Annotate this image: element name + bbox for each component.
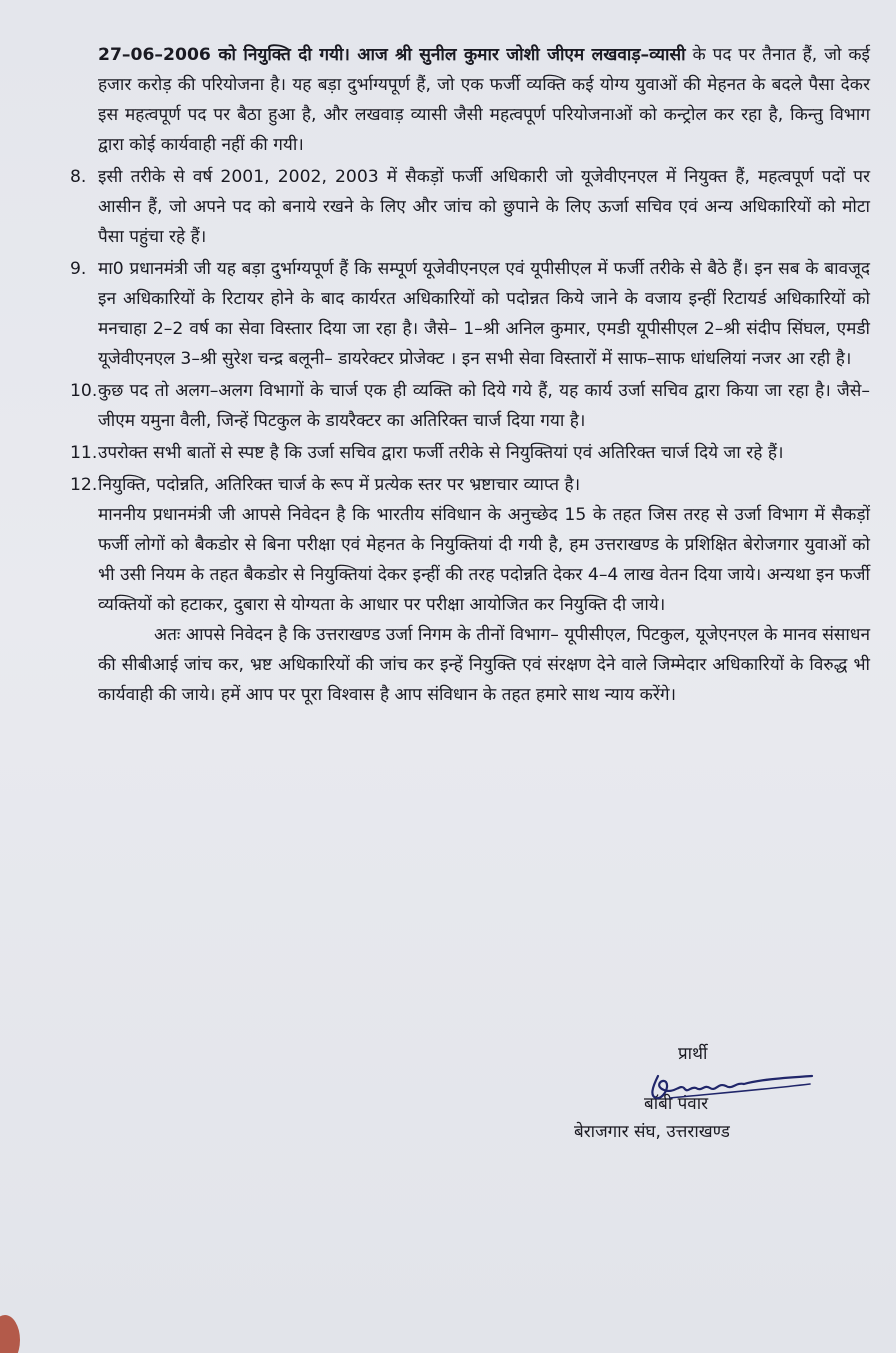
item-number: 11. xyxy=(70,443,98,463)
applicant-name: बॉबी पंवार xyxy=(644,1094,709,1114)
handwritten-signature xyxy=(560,1068,860,1102)
item-text: कुछ पद तो अलग–अलग विभागों के चार्ज एक ही व्यक्ति को दिये गये हैं, यह कार्य उर्जा सचिव द्वारा किया जा रहा है। जैसे–जीएम यमुना वैली, जिन्हें पिटकुल के डायरैक्टर का अतिरिक्त चार्ज दिया गया है। xyxy=(98,381,870,431)
intro-rest-text: के पद पर तैनात हैं, जो कई हजार करोड़ की परियोजना है। यह बड़ा दुर्भाग्यपूर्ण हैं, जो एक फर्जी व्यक्ति कई योग्य युवाओं की मेहनत के बदले पैसा देकर इस महत्वपूर्ण पद पर बैठा हुआ है, और लखवाड़ व्यासी जैसी महत्वपूर्ण परियोजनाओं को कन्ट्रोल कर रहा है, किन्तु विभाग द्वारा कोई कार्यवाही नहीं की गयी। xyxy=(98,45,870,155)
item-number: 12. xyxy=(70,475,98,495)
list-item xyxy=(70,376,870,436)
signature-scribble xyxy=(640,1068,820,1108)
item-number: 9. xyxy=(70,259,87,279)
conclusion-paragraph: अतः आपसे निवेदन है कि उत्तराखण्ड उर्जा निगम के तीनों विभाग– यूपीसीएल, पिटकुल, यूजेएनएल के मानव संसाधन की सीबीआई जांच कर, भ्रष्ट अधिकारियों की जांच कर इन्हें नियुक्ति एवं संरक्षण देने वाले जिम्मेदार अधिकारियों के विरुद्ध भी कार्यवाही की जाये। हमें आप पर पूरा विश्वास है आप संविधान के तहत हमारे साथ न्याय करेंगे। xyxy=(98,625,870,705)
signature-block xyxy=(560,1040,860,1146)
list-item xyxy=(70,254,870,374)
item-text: नियुक्ति, पदोन्नति, अतिरिक्त चार्ज के रूप में प्रत्येक स्तर पर भ्रष्टाचार व्याप्त है। xyxy=(98,475,581,495)
item-number: 10. xyxy=(70,381,98,401)
item-number: 8. xyxy=(70,167,87,187)
item-text: मा0 प्रधानमंत्री जी यह बड़ा दुर्भाग्यपूर्ण हैं कि सम्पूर्ण यूजेवीएनएल एवं यूपीसीएल में फर्जी तरीके से बैठे हैं। इन सब के बावजूद इन अधिकारियों के रिटायर होने के बाद कार्यरत अधिकारियों को पदोन्नत किये जाने के वजाय इन्हीं रिटायर्ड अधिकारियों को मनचाहा 2–2 वर्ष का सेवा विस्तार दिया जा रहा है। जैसे– 1–श्री अनिल कुमार, एमडी यूपीसीएल 2–श्री संदीप सिंघल, एमडी यूजेवीएनएल 3–श्री सुरेश चन्द्र बलूनी– डायरेक्टर प्रोजेक्ट । इन सभी सेवा विस्तारों में साफ–साफ धांधलियां नजर आ रही है। xyxy=(98,259,870,369)
item-text: इसी तरीके से वर्ष 2001, 2002, 2003 में सैकड़ों फर्जी अधिकारी जो यूजेवीएनएल में नियुक्त हैं, महत्वपूर्ण पदों पर आसीन हैं, जो अपने पद को बनाये रखने के लिए और जांच को छुपाने के लिए ऊर्जा सचिव एवं अन्य अधिकारियों को मोटा पैसा पहुंचा रहे हैं। xyxy=(98,167,870,247)
intro-bold-text: 27–06–2006 को नियुक्ति दी गयी। आज श्री सुनील कुमार जोशी जीएम लखवाड़–व्यासी xyxy=(98,45,686,65)
applicant-organization: बेराजगार संघ, उत्तराखण्ड xyxy=(574,1122,730,1142)
request-paragraph: माननीय प्रधानमंत्री जी आपसे निवेदन है कि भारतीय संविधान के अनुच्छेद 15 के तहत जिस तरह से उर्जा विभाग में सैकड़ों फर्जी लोगों को बैकडोर से बिना परीक्षा एवं मेहनत के नियुक्तियां दी गयी है, हम उत्तराखण्ड के प्रशिक्षित बेरोजगार युवाओं को भी उसी नियम के तहत बैकडोर से नियुक्तियां देकर इन्हीं की तरह पदोन्नति देकर 4–4 लाख वेतन दिया जाये। अन्यथा इन फर्जी व्यक्तियों को हटाकर, दुबारा से योग्यता के आधार पर परीक्षा आयोजित कर नियुक्ति दी जाये। xyxy=(98,505,870,615)
list-item xyxy=(70,470,870,500)
intro-paragraph xyxy=(70,40,870,160)
letter-body xyxy=(70,40,870,710)
list-item xyxy=(70,438,870,468)
item-text: उपरोक्त सभी बातों से स्पष्ट है कि उर्जा सचिव द्वारा फर्जी तरीके से नियुक्तियां एवं अतिरिक्त चार्ज दिये जा रहे हैं। xyxy=(98,443,784,463)
finger-edge xyxy=(0,1315,20,1353)
list-item xyxy=(70,162,870,252)
applicant-label: प्रार्थी xyxy=(678,1044,708,1064)
